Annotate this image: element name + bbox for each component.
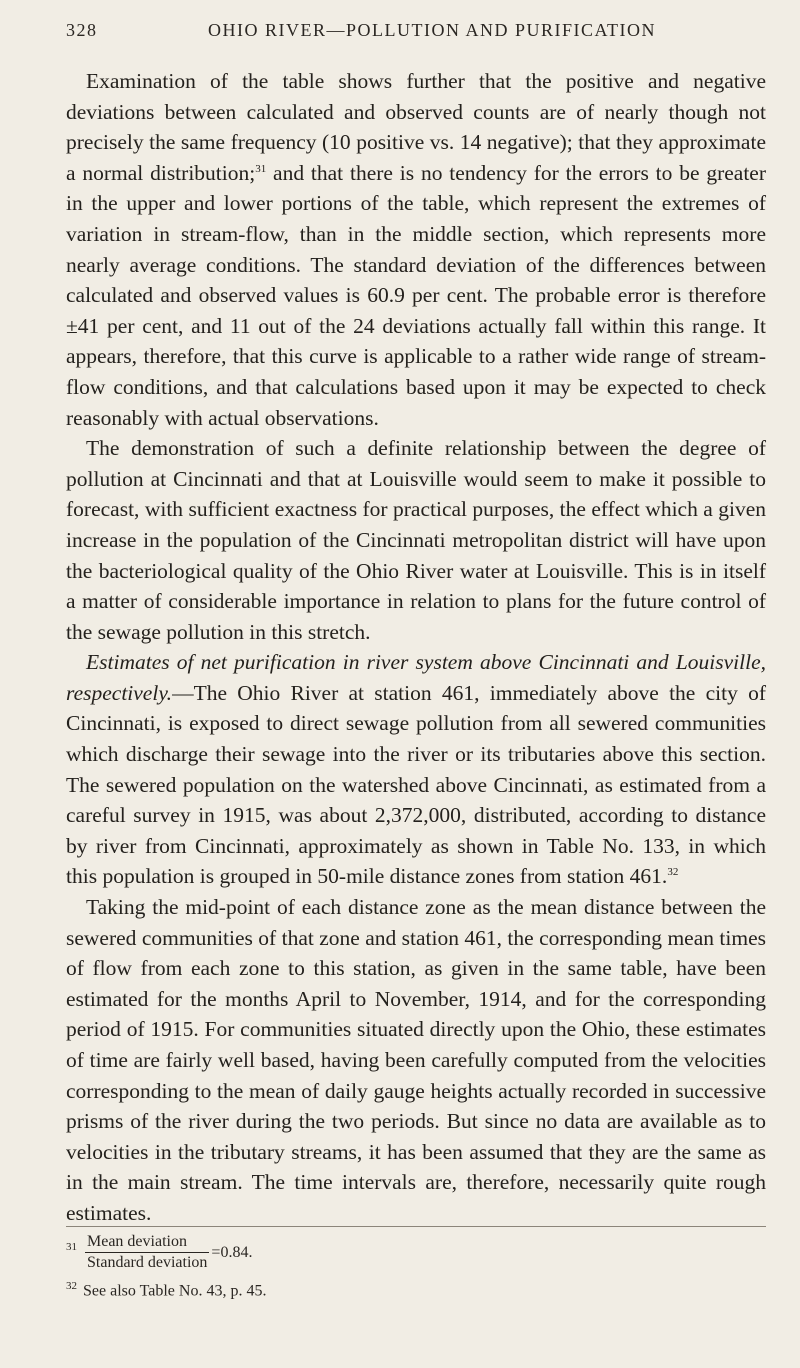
paragraph-2: The demonstration of such a definite relationship between the degree of pollution at Cincinnati and that at Louisville would seem to make it possible to forecast, with sufficient exactness for practical purposes, the effect which a given increase in the population of the Cincinnati metropolitan district will have upon the bacteriological quality of the Ohio River water at Louisville. This is in itself a matter of considerable importance in relation to plans for the future control of the sewage pollution in this stretch.: [66, 436, 766, 644]
footnote-divider: [66, 1226, 766, 1227]
footnote-31-number: 31: [66, 1240, 77, 1253]
section-heading: Estimates of net purification in river system above Cincinnati and Louisville, respectively.: [66, 650, 766, 705]
paragraph-1-text-a: Examination of the table shows further that the positive and negative deviations between calculated and observed counts are of nearly though not precisely the same frequency (10 positive vs. 14 negative); that they approximate a normal distribution;: [66, 69, 766, 185]
deviation-ratio-fraction: [85, 1232, 209, 1273]
running-title: OHIO RIVER—POLLUTION AND PURIFICATION: [208, 20, 656, 40]
paragraph-1-text-b: and that there is no tendency for the errors to be greater in the upper and lower portions of the table, which represent the extremes of variation in stream-flow, than in the middle section, which represents more nearly average conditions. The standard deviation of the differences between calculated and observed values is 60.9 per cent. The probable error is therefore ±41 per cent, and 11 out of the 24 deviations actually fall within this range. It appears, therefore, that this curve is applicable to a rather wide range of stream-flow conditions, and that calculations based upon it may be expected to check reasonably with actual observations.: [66, 160, 766, 430]
footnote-ref-32: 32: [667, 866, 679, 879]
fraction-numerator: Mean deviation: [85, 1232, 209, 1253]
body-text: [66, 66, 766, 1229]
fraction-denominator: Standard deviation: [87, 1254, 208, 1271]
footnote-31: [66, 1232, 766, 1276]
footnote-32: [66, 1276, 766, 1301]
paragraph-4: Taking the mid-point of each distance zone as the mean distance between the sewered communities of that zone and station 461, the corresponding mean times of flow from each zone to this station, as given in the same table, have been estimated for the months April to November, 1914, and for the corresponding period of 1915. For communities situated directly upon the Ohio, these estimates of time are fairly well based, having been carefully computed from the velocities corresponding to the mean of daily gauge heights actually recorded in successive prisms of the river during the two periods. But since no data are available as to velocities in the tributary streams, it has been assumed that they are the same as in the main stream. The time intervals are, therefore, necessarily quite rough estimates.: [66, 895, 766, 1225]
footnotes: [66, 1232, 766, 1301]
paragraph-3-text: —The Ohio River at station 461, immediately above the city of Cincinnati, is exposed to direct sewage pollution from all sewered communities which discharge their sewage into the river or its tributaries above this section. The sewered population on the watershed above Cincinnati, as estimated from a careful survey in 1915, was about 2,372,000, distributed, according to distance by river from Cincinnati, approximately as shown in Table No. 133, in which this population is grouped in 50-mile distance zones from station 461.: [66, 680, 766, 889]
fraction-value: =0.84.: [211, 1243, 253, 1261]
footnote-ref-31: 31: [255, 162, 267, 175]
paragraph-1: [66, 66, 766, 433]
page-number: 328: [66, 20, 98, 40]
footnote-32-number: 32: [66, 1280, 77, 1292]
paragraph-3: [66, 647, 766, 892]
footnote-32-text: See also Table No. 43, p. 45.: [83, 1282, 267, 1300]
